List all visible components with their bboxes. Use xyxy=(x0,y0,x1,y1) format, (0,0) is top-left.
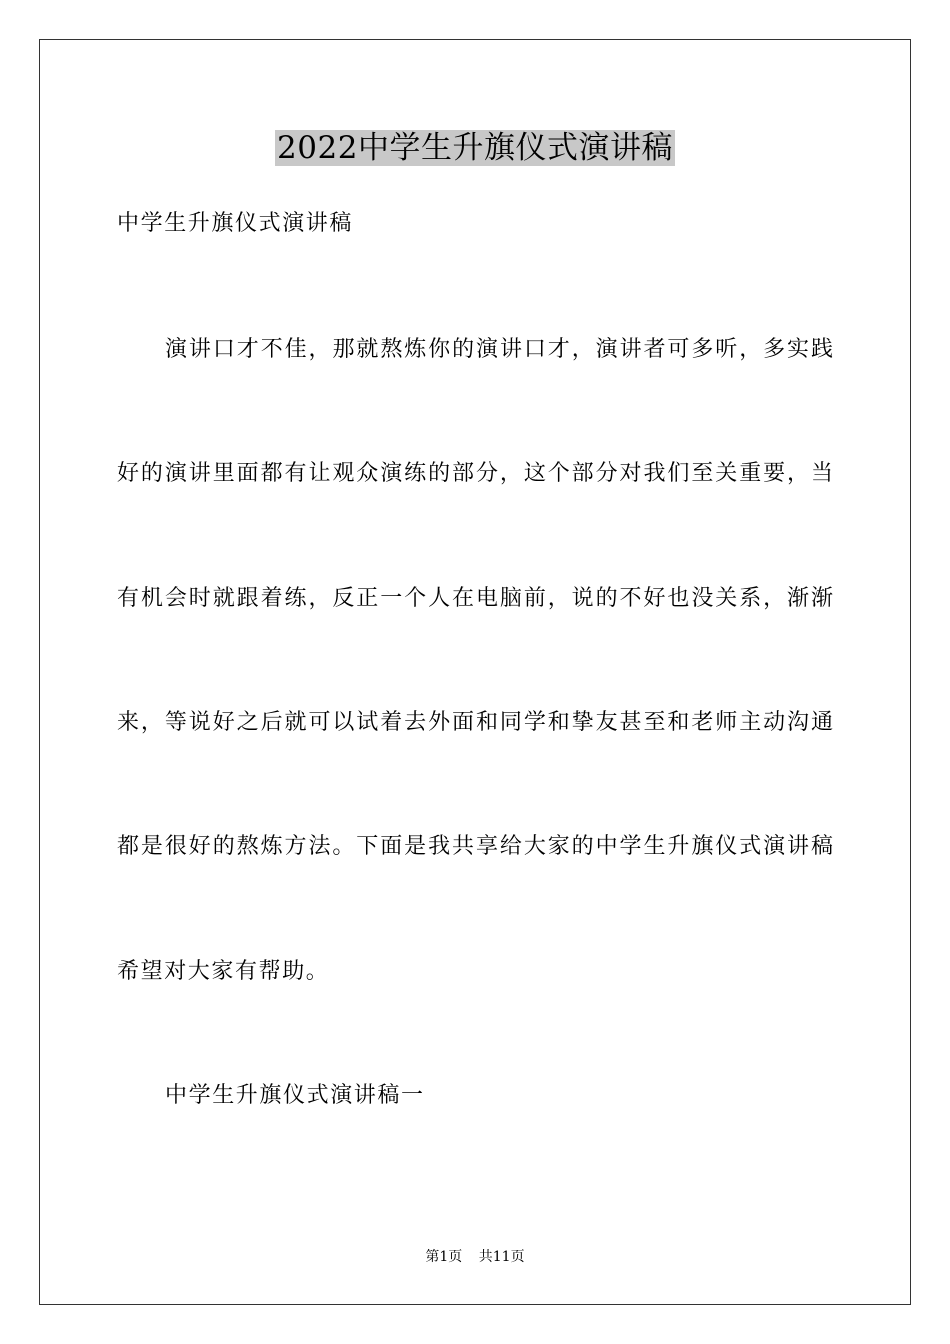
document-title xyxy=(0,128,950,168)
page-footer xyxy=(0,1247,950,1267)
paragraph-line-5: 都是很好的熬炼方法。下面是我共享给大家的中学生升旗仪式演讲稿 xyxy=(117,834,833,859)
page-total: 共11页 xyxy=(478,1249,525,1265)
paragraph-line-1: 演讲口才不佳，那就熬炼你的演讲口才，演讲者可多听，多实践 xyxy=(165,337,833,362)
paragraph-line-4: 来，等说好之后就可以试着去外面和同学和挚友甚至和老师主动沟通 xyxy=(117,710,833,735)
paragraph-line-2: 好的演讲里面都有让观众演练的部分，这个部分对我们至关重要，当 xyxy=(117,461,833,486)
paragraph-line-3: 有机会时就跟着练，反正一个人在电脑前，说的不好也没关系，渐渐 xyxy=(117,586,833,611)
subtitle: 中学生升旗仪式演讲稿 xyxy=(117,211,354,236)
paragraph-line-6: 希望对大家有帮助。 xyxy=(117,959,330,984)
page-number: 第1页 xyxy=(425,1249,463,1265)
title-text: 2022中学生升旗仪式演讲稿 xyxy=(277,130,673,166)
section-heading: 中学生升旗仪式演讲稿一 xyxy=(165,1083,425,1108)
